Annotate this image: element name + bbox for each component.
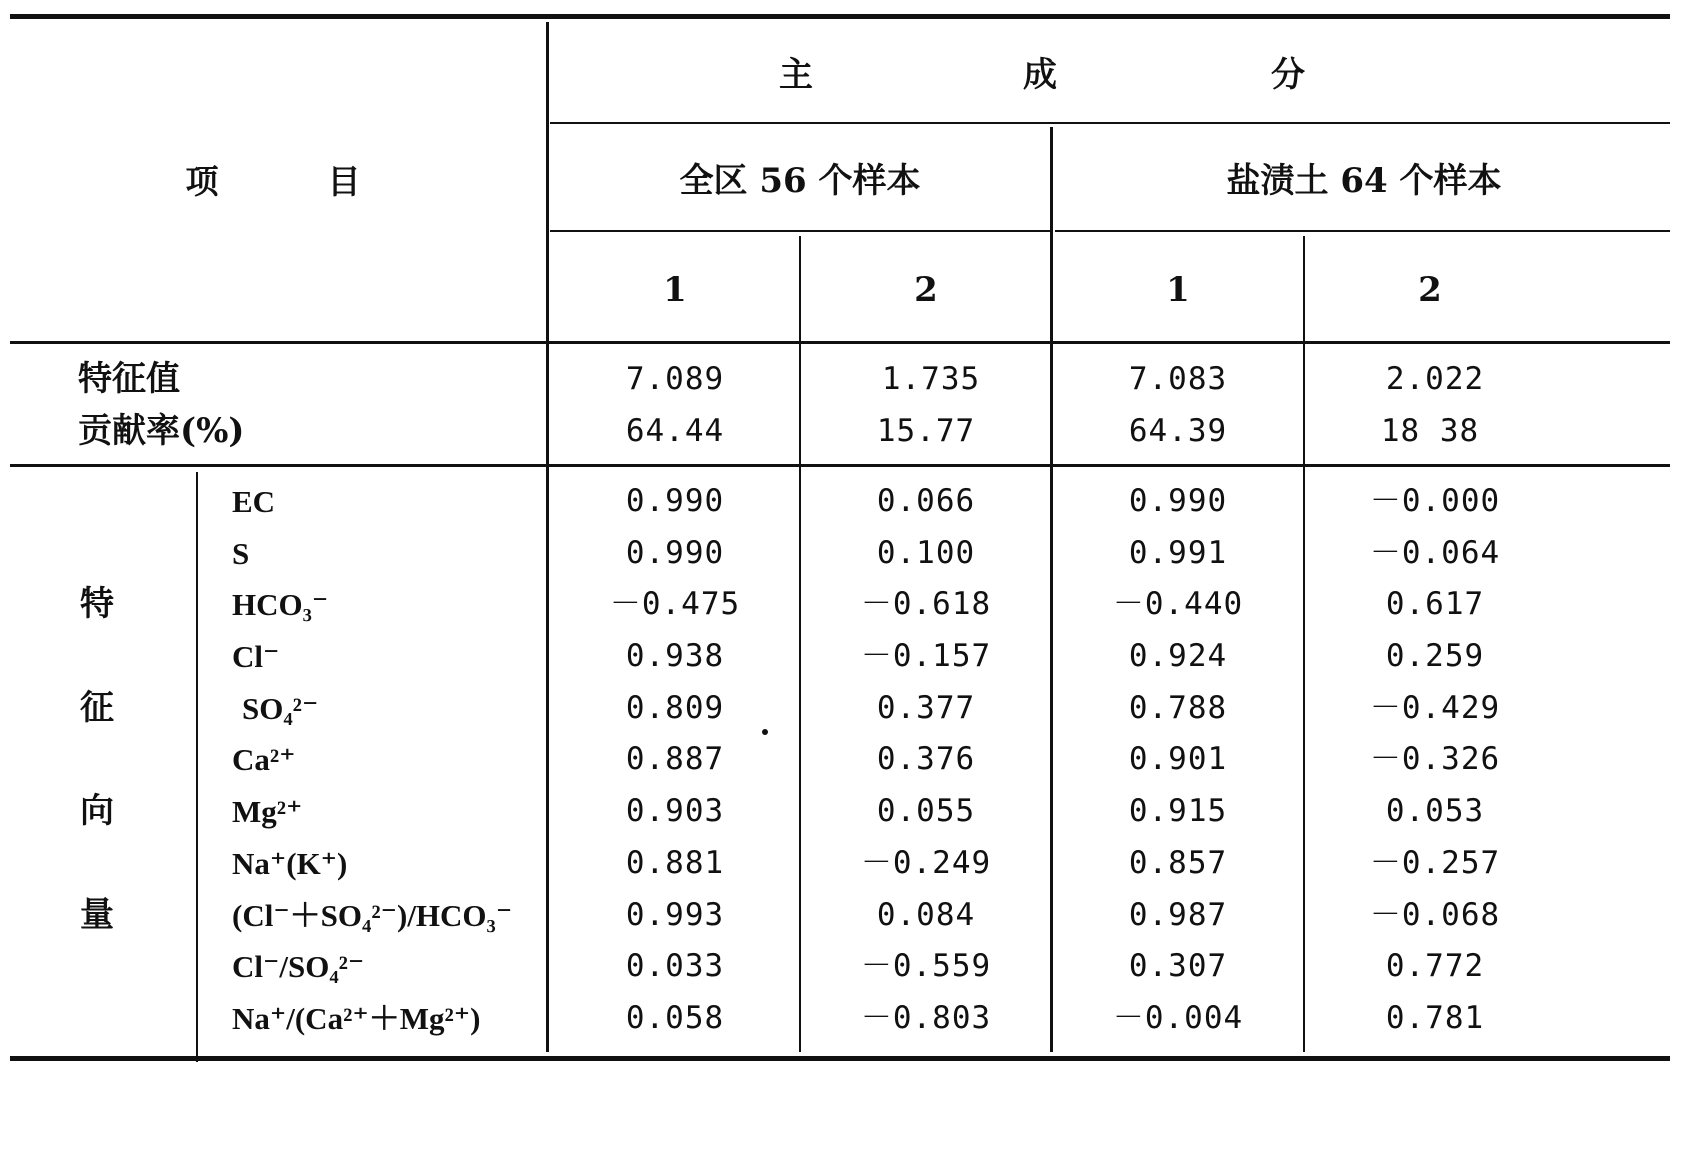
feature-row-label: (Cl⁻＋SO₄²⁻)/HCO₃⁻ <box>232 897 513 933</box>
feature-value-all-2: 0.084 <box>876 896 976 933</box>
data-table <box>10 14 1670 1140</box>
feature-value-all-2: 0.066 <box>876 482 976 519</box>
group-all-samples: 全区 56 个样本 <box>679 161 921 201</box>
eigenvalue-saline-1: 7.083 <box>1128 360 1228 397</box>
feature-value-saline-1: 0.987 <box>1128 896 1228 933</box>
feature-row-label: Mg²⁺ <box>232 793 303 829</box>
eigenvalue-label: 特征值 <box>78 359 180 399</box>
main-component-char-2: 成 <box>1023 55 1057 95</box>
feature-value-all-2: 0.100 <box>876 534 976 571</box>
feature-value-all-1: 0.887 <box>625 740 725 777</box>
feature-value-all-2: －0.559 <box>860 947 992 984</box>
top-border <box>10 14 1670 19</box>
feature-value-saline-1: －0.440 <box>1112 585 1244 622</box>
main-component-char-3: 分 <box>1271 55 1305 95</box>
feature-value-saline-2: －0.000 <box>1369 482 1501 519</box>
feature-label-divider <box>196 472 198 1062</box>
feature-value-saline-1: 0.915 <box>1128 792 1228 829</box>
feature-value-saline-1: －0.004 <box>1112 999 1244 1036</box>
contribution-rate-all-2: 15.77 <box>876 412 976 449</box>
header-bottom-border <box>10 341 1670 344</box>
group-header-divider-left <box>550 230 1050 232</box>
eigenvalue-saline-2: 2.022 <box>1385 360 1485 397</box>
feature-value-all-2: 0.376 <box>876 740 976 777</box>
feature-value-saline-1: 0.924 <box>1128 637 1228 674</box>
feature-value-saline-1: 0.857 <box>1128 844 1228 881</box>
feature-value-all-1: 0.938 <box>625 637 725 674</box>
feature-value-saline-1: 0.307 <box>1128 947 1228 984</box>
feature-value-saline-1: 0.991 <box>1128 534 1228 571</box>
summary-bottom-border <box>10 464 1670 467</box>
feature-value-saline-2: 0.772 <box>1385 947 1485 984</box>
contribution-rate-label: 贡献率(%) <box>78 411 245 451</box>
feature-value-saline-1: 0.901 <box>1128 740 1228 777</box>
feature-value-all-2: －0.249 <box>860 844 992 881</box>
feature-value-all-2: －0.618 <box>860 585 992 622</box>
feature-value-saline-2: 0.053 <box>1385 792 1485 829</box>
bottom-border <box>10 1056 1670 1061</box>
component-1-saline: 1 <box>1166 270 1190 310</box>
feature-value-saline-2: －0.326 <box>1369 740 1501 777</box>
component-1-all: 1 <box>663 270 687 310</box>
feature-value-saline-2: －0.068 <box>1369 896 1501 933</box>
feature-value-all-1: 0.058 <box>625 999 725 1036</box>
feature-value-saline-2: 0.259 <box>1385 637 1485 674</box>
contribution-rate-saline-2: 18 38 <box>1380 412 1480 449</box>
feature-value-saline-2: －0.257 <box>1369 844 1501 881</box>
component-2-saline: 2 <box>1418 270 1442 310</box>
feature-row-label: Cl⁻/SO₄²⁻ <box>232 948 365 984</box>
group-saline-samples: 盐渍土 64 个样本 <box>1226 161 1502 201</box>
item-header-char-2: 目 <box>327 161 361 201</box>
feature-row-label: SO₄²⁻ <box>242 690 319 726</box>
feature-value-all-1: 0.881 <box>625 844 725 881</box>
feature-value-all-1: 0.990 <box>625 534 725 571</box>
feature-vector-label-char-3: 向 <box>80 791 114 831</box>
feature-value-all-1: 0.809 <box>625 689 725 726</box>
contribution-rate-saline-1: 64.39 <box>1128 412 1228 449</box>
feature-value-all-1: 0.903 <box>625 792 725 829</box>
feature-row-label: Cl⁻ <box>232 638 280 674</box>
feature-value-all-2: 0.377 <box>876 689 976 726</box>
feature-value-saline-2: －0.064 <box>1369 534 1501 571</box>
feature-row-label: Na⁺(K⁺) <box>232 845 348 881</box>
component-2-all: 2 <box>914 270 938 310</box>
feature-row-label: Na⁺/(Ca²⁺＋Mg²⁺) <box>232 1000 481 1036</box>
feature-value-all-1: －0.475 <box>609 585 741 622</box>
main-component-char-1: 主 <box>779 55 813 95</box>
contribution-rate-all-1: 64.44 <box>625 412 725 449</box>
scan-dot <box>762 729 768 735</box>
feature-row-label: S <box>232 535 250 571</box>
feature-row-label: Ca²⁺ <box>232 741 296 777</box>
feature-value-saline-1: 0.788 <box>1128 689 1228 726</box>
feature-value-all-1: 0.993 <box>625 896 725 933</box>
item-header-char-1: 项 <box>185 161 219 201</box>
feature-row-label: HCO₃⁻ <box>232 586 329 622</box>
feature-value-all-1: 0.990 <box>625 482 725 519</box>
feature-value-all-1: 0.033 <box>625 947 725 984</box>
feature-value-all-2: －0.157 <box>860 637 992 674</box>
feature-value-saline-2: 0.617 <box>1385 585 1485 622</box>
main-header-divider <box>550 122 1670 124</box>
feature-vector-label-char-4: 量 <box>80 895 114 935</box>
feature-value-saline-2: －0.429 <box>1369 689 1501 726</box>
feature-vector-label-char-2: 征 <box>80 688 114 728</box>
feature-value-all-2: －0.803 <box>860 999 992 1036</box>
feature-value-saline-1: 0.990 <box>1128 482 1228 519</box>
feature-value-saline-2: 0.781 <box>1385 999 1485 1036</box>
eigenvalue-all-1: 7.089 <box>625 360 725 397</box>
eigenvalue-all-2: 1.735 <box>881 360 981 397</box>
feature-value-all-2: 0.055 <box>876 792 976 829</box>
feature-row-label: EC <box>232 483 276 519</box>
group-header-divider-right <box>1055 230 1670 232</box>
feature-vector-label-char-1: 特 <box>80 584 114 624</box>
